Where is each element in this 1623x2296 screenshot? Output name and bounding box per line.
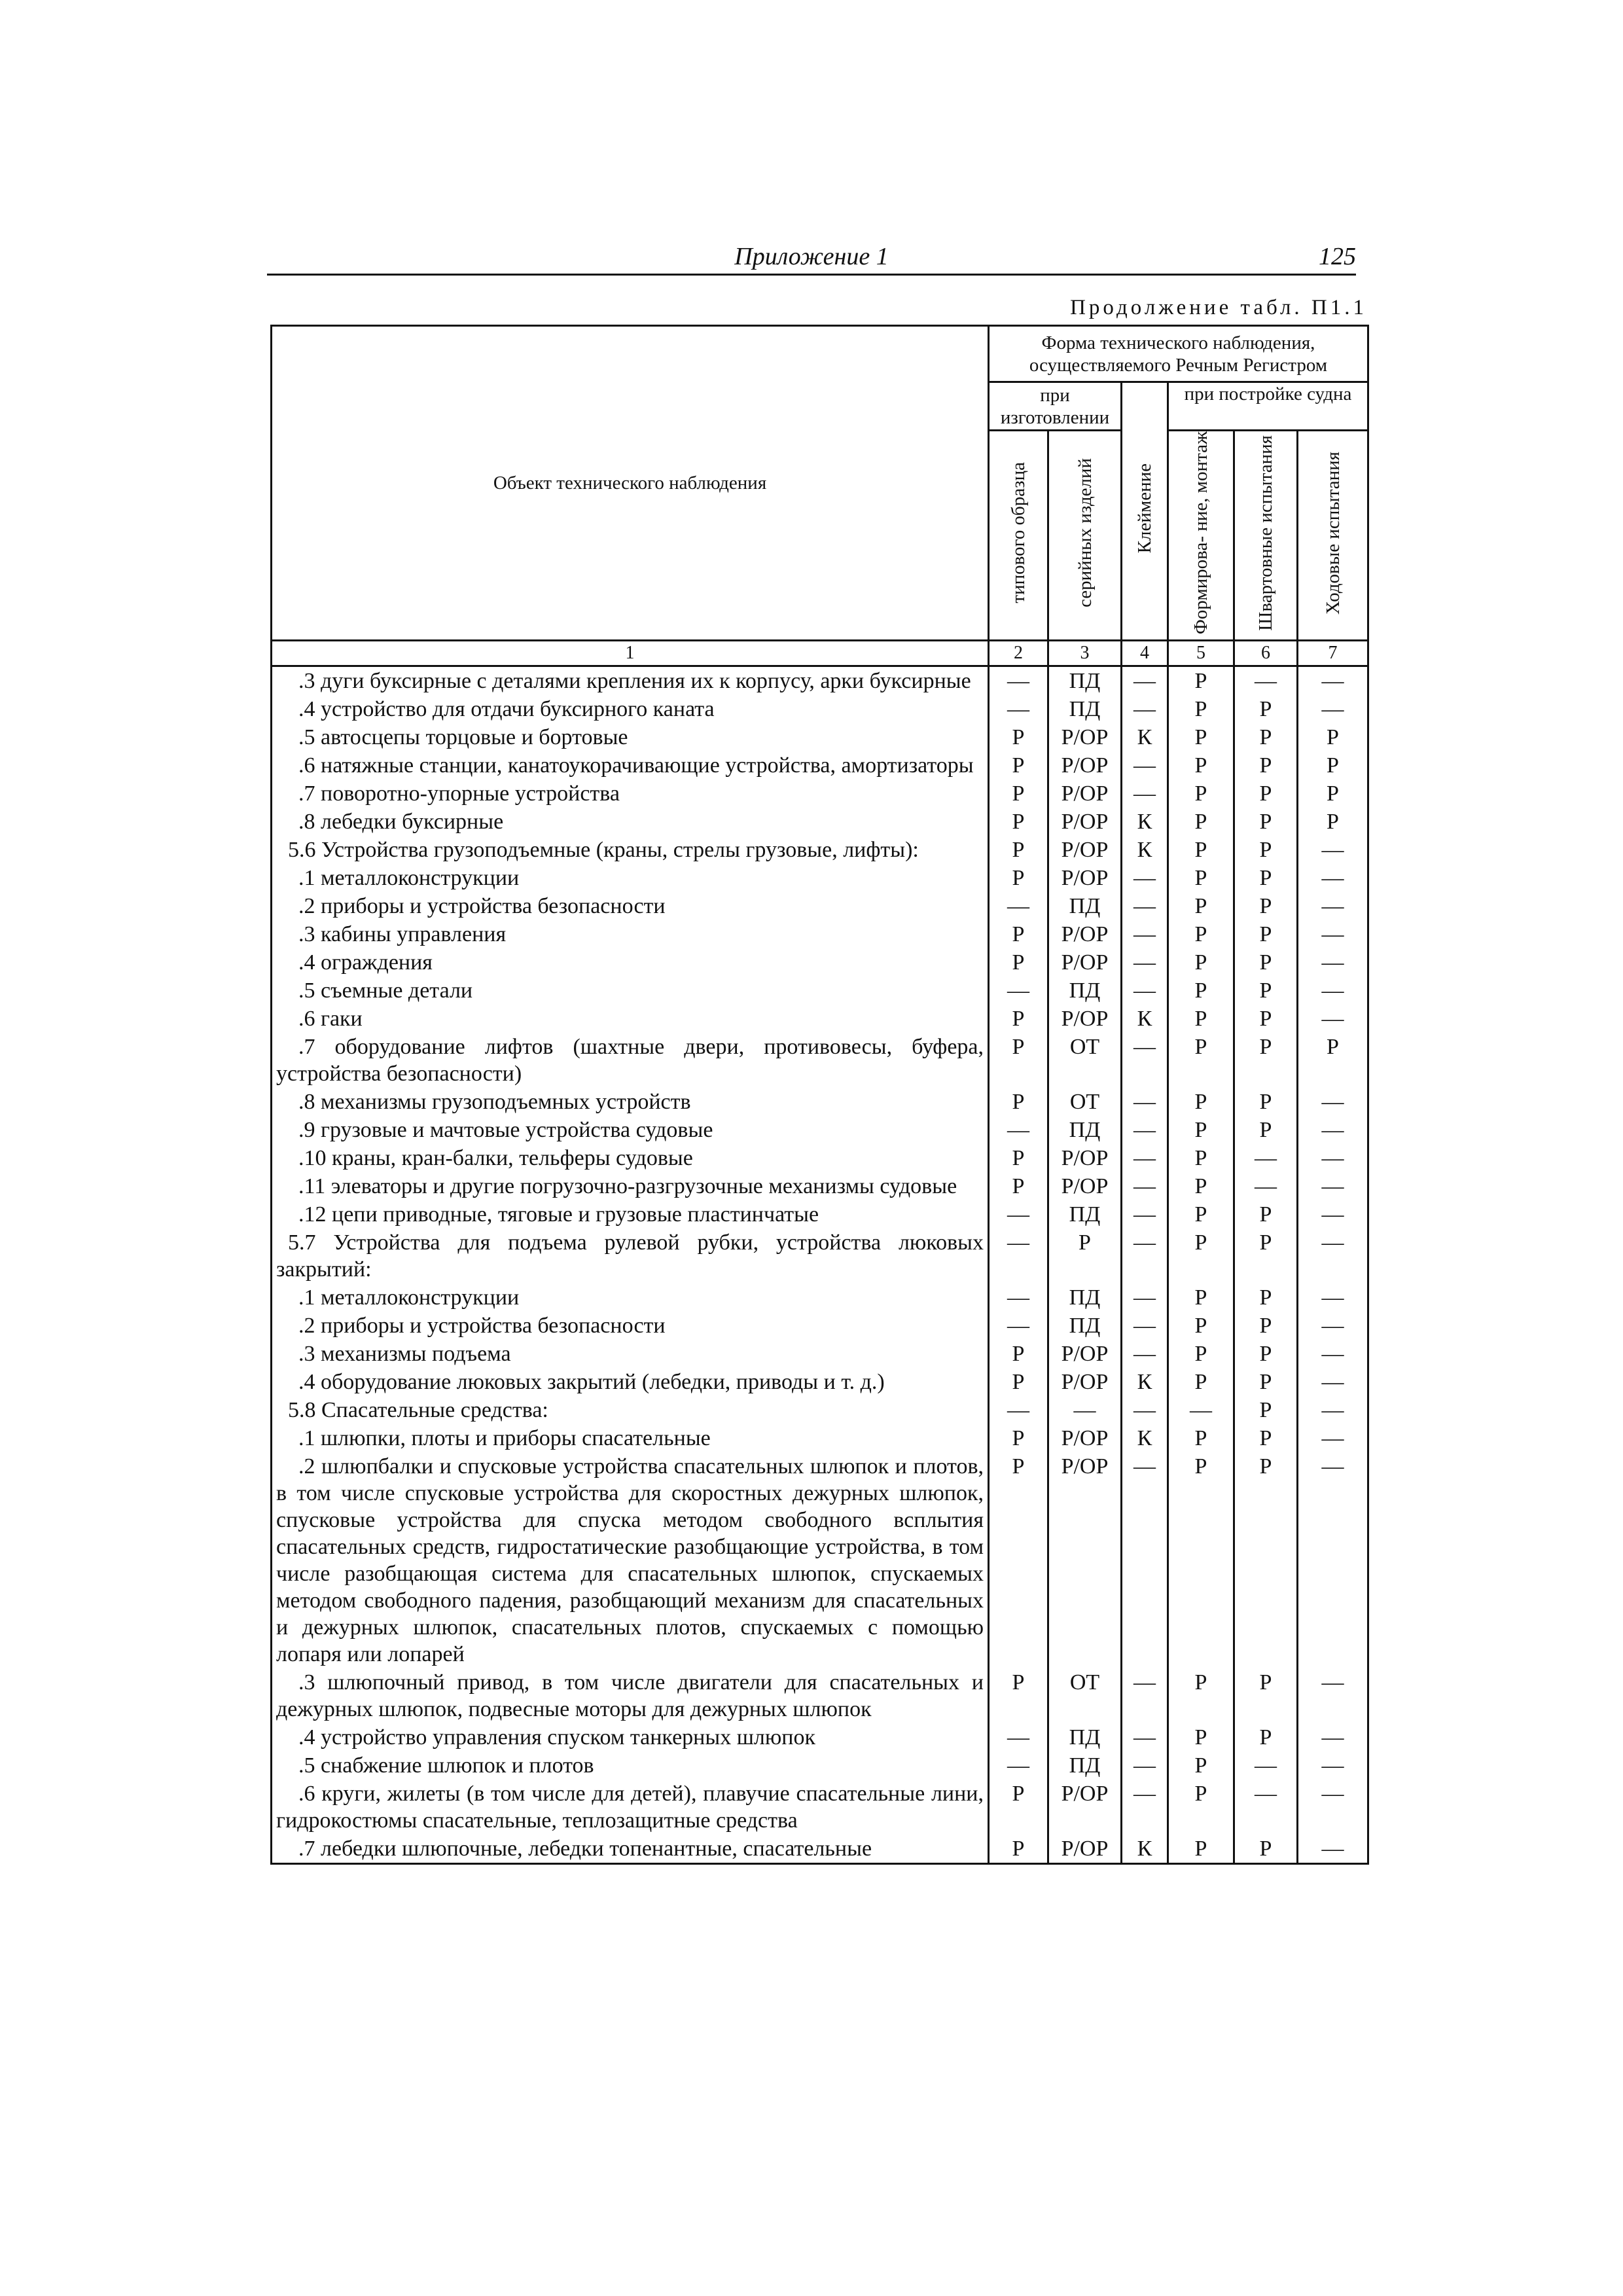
- form-cell-c7: Р: [1298, 808, 1368, 836]
- table-row: [272, 1368, 1368, 1396]
- form-cell-c3: Р/ОР: [1048, 1368, 1122, 1396]
- table-row: [272, 751, 1368, 780]
- form-cell-c5: Р: [1168, 1751, 1234, 1780]
- form-cell-c4: К: [1122, 1424, 1168, 1452]
- form-cell-c6: Р: [1234, 977, 1298, 1005]
- form-cell-c6: Р: [1234, 1668, 1298, 1723]
- table-row: [272, 1229, 1368, 1283]
- form-cell-c3: Р/ОР: [1048, 780, 1122, 808]
- form-cell-c3: Р/ОР: [1048, 1005, 1122, 1033]
- form-cell-c4: —: [1122, 948, 1168, 977]
- form-cell-c7: —: [1298, 666, 1368, 696]
- object-cell: .2 шлюпбалки и спусковые устройства спасательных шлюпок и плотов, в том числе спусковые устройства для скоростных дежурных шлюпок, спусковые устройства для спуска методом свободного всплытия спасательных средств, гидростатические разобщающие устройства, в том числе разобщающая система для спасательных шлюпок, спускаемых методом свободного падения, разобщающий механизм для спасательных и дежурных шлюпок, спасательных плотов, спускаемых с помощью лопаря или лопарей: [272, 1452, 989, 1668]
- form-cell-c5: Р: [1168, 1780, 1234, 1835]
- form-cell-c2: Р: [989, 723, 1048, 751]
- table-row: [272, 1835, 1368, 1864]
- form-cell-c2: Р: [989, 751, 1048, 780]
- column-number: 4: [1122, 641, 1168, 666]
- form-cell-c7: —: [1298, 1751, 1368, 1780]
- form-cell-c4: —: [1122, 977, 1168, 1005]
- form-cell-c4: К: [1122, 1368, 1168, 1396]
- form-cell-c2: —: [989, 1396, 1048, 1424]
- column-number: 7: [1298, 641, 1368, 666]
- form-cell-c7: Р: [1298, 723, 1368, 751]
- table-body: [272, 666, 1368, 1864]
- form-cell-c2: Р: [989, 1033, 1048, 1088]
- form-cell-c2: Р: [989, 836, 1048, 864]
- form-cell-c5: Р: [1168, 695, 1234, 723]
- form-cell-c7: —: [1298, 1088, 1368, 1116]
- header-object: Объект технического наблюдения: [272, 326, 989, 641]
- form-cell-c4: —: [1122, 751, 1168, 780]
- form-cell-c7: Р: [1298, 1033, 1368, 1088]
- object-cell: .1 металлоконструкции: [272, 1283, 989, 1312]
- form-cell-c2: Р: [989, 1172, 1048, 1200]
- form-cell-c7: —: [1298, 1452, 1368, 1668]
- form-cell-c5: Р: [1168, 977, 1234, 1005]
- form-cell-c4: К: [1122, 836, 1168, 864]
- header-serial-label: серийных изделий: [1074, 458, 1096, 608]
- form-cell-c7: —: [1298, 836, 1368, 864]
- form-cell-c4: —: [1122, 1116, 1168, 1144]
- form-cell-c7: —: [1298, 1005, 1368, 1033]
- header-marking-label: Клеймение: [1134, 463, 1155, 554]
- form-cell-c6: Р: [1234, 1116, 1298, 1144]
- form-cell-c7: —: [1298, 1396, 1368, 1424]
- form-cell-c6: Р: [1234, 1005, 1298, 1033]
- form-cell-c3: Р/ОР: [1048, 1340, 1122, 1368]
- column-number: 5: [1168, 641, 1234, 666]
- object-cell: .6 круги, жилеты (в том числе для детей), плавучие спасательные лини, гидрокостюмы спасательные, теплозащитные средства: [272, 1780, 989, 1835]
- form-cell-c5: Р: [1168, 892, 1234, 920]
- form-cell-c4: —: [1122, 666, 1168, 696]
- form-cell-c2: Р: [989, 1005, 1048, 1033]
- form-cell-c6: Р: [1234, 1312, 1298, 1340]
- header-manufacture-group: при изготовлении: [989, 382, 1122, 431]
- form-cell-c4: —: [1122, 1229, 1168, 1283]
- form-cell-c2: Р: [989, 1424, 1048, 1452]
- form-cell-c6: —: [1234, 1751, 1298, 1780]
- form-cell-c2: —: [989, 1116, 1048, 1144]
- form-cell-c5: Р: [1168, 836, 1234, 864]
- form-cell-c5: Р: [1168, 1283, 1234, 1312]
- form-cell-c5: Р: [1168, 666, 1234, 696]
- table-row: [272, 864, 1368, 892]
- object-cell: .3 кабины управления: [272, 920, 989, 948]
- form-cell-c3: Р/ОР: [1048, 1424, 1122, 1452]
- form-cell-c7: —: [1298, 1424, 1368, 1452]
- form-cell-c4: —: [1122, 1396, 1168, 1424]
- form-cell-c4: К: [1122, 723, 1168, 751]
- form-cell-c2: Р: [989, 1452, 1048, 1668]
- form-cell-c3: Р/ОР: [1048, 1835, 1122, 1864]
- table-row: [272, 808, 1368, 836]
- object-cell: .8 лебедки буксирные: [272, 808, 989, 836]
- form-cell-c2: Р: [989, 1668, 1048, 1723]
- observation-table: [270, 325, 1369, 1865]
- table-row: [272, 1452, 1368, 1668]
- object-cell: .8 механизмы грузоподъемных устройств: [272, 1088, 989, 1116]
- header-form-group: Форма технического наблюдения, осуществляемого Речным Регистром: [989, 326, 1368, 382]
- form-cell-c5: Р: [1168, 808, 1234, 836]
- form-cell-c7: —: [1298, 1312, 1368, 1340]
- form-cell-c6: —: [1234, 1172, 1298, 1200]
- table-row: [272, 695, 1368, 723]
- form-cell-c3: ПД: [1048, 1312, 1122, 1340]
- form-cell-c6: Р: [1234, 1368, 1298, 1396]
- table-row: [272, 1116, 1368, 1144]
- object-cell: .4 устройство управления спуском танкерных шлюпок: [272, 1723, 989, 1751]
- form-cell-c6: Р: [1234, 780, 1298, 808]
- form-cell-c5: Р: [1168, 751, 1234, 780]
- column-number: 1: [272, 641, 989, 666]
- table-row: [272, 1424, 1368, 1452]
- header-serial: [1048, 431, 1122, 641]
- header-mooring: [1234, 431, 1298, 641]
- object-cell: .12 цепи приводные, тяговые и грузовые пластинчатые: [272, 1200, 989, 1229]
- form-cell-c5: Р: [1168, 1005, 1234, 1033]
- form-cell-c4: —: [1122, 1200, 1168, 1229]
- form-cell-c6: Р: [1234, 751, 1298, 780]
- object-cell: .1 металлоконструкции: [272, 864, 989, 892]
- column-number: 3: [1048, 641, 1122, 666]
- form-cell-c7: —: [1298, 1668, 1368, 1723]
- form-cell-c4: К: [1122, 1005, 1168, 1033]
- form-cell-c3: Р/ОР: [1048, 836, 1122, 864]
- form-cell-c5: Р: [1168, 1452, 1234, 1668]
- object-cell: .5 снабжение шлюпок и плотов: [272, 1751, 989, 1780]
- form-cell-c5: Р: [1168, 1835, 1234, 1864]
- form-cell-c7: —: [1298, 1723, 1368, 1751]
- table-row: [272, 1088, 1368, 1116]
- form-cell-c2: —: [989, 1200, 1048, 1229]
- form-cell-c6: Р: [1234, 1723, 1298, 1751]
- form-cell-c6: —: [1234, 1144, 1298, 1172]
- object-cell: .6 натяжные станции, канатоукорачивающие устройства, амортизаторы: [272, 751, 989, 780]
- section-heading-cell: 5.7 Устройства для подъема рулевой рубки, устройства люковых закрытий:: [272, 1229, 989, 1283]
- form-cell-c3: Р/ОР: [1048, 948, 1122, 977]
- form-cell-c7: —: [1298, 1116, 1368, 1144]
- form-cell-c6: Р: [1234, 1033, 1298, 1088]
- form-cell-c3: Р/ОР: [1048, 1172, 1122, 1200]
- form-cell-c5: Р: [1168, 1340, 1234, 1368]
- section-heading-cell: 5.8 Спасательные средства:: [272, 1396, 989, 1424]
- form-cell-c6: Р: [1234, 836, 1298, 864]
- form-cell-c6: Р: [1234, 920, 1298, 948]
- form-cell-c4: —: [1122, 1312, 1168, 1340]
- header-construction-group: при постройке судна: [1168, 382, 1368, 431]
- table-row: [272, 1396, 1368, 1424]
- form-cell-c6: Р: [1234, 892, 1298, 920]
- form-cell-c5: Р: [1168, 1312, 1234, 1340]
- form-cell-c7: —: [1298, 1340, 1368, 1368]
- form-cell-c2: Р: [989, 1088, 1048, 1116]
- header-rule: [267, 274, 1356, 276]
- form-cell-c6: Р: [1234, 1088, 1298, 1116]
- form-cell-c3: ОТ: [1048, 1033, 1122, 1088]
- table-row: [272, 1723, 1368, 1751]
- form-cell-c5: Р: [1168, 948, 1234, 977]
- form-cell-c4: —: [1122, 1780, 1168, 1835]
- form-cell-c6: Р: [1234, 1396, 1298, 1424]
- form-cell-c4: —: [1122, 695, 1168, 723]
- form-cell-c7: —: [1298, 1172, 1368, 1200]
- header-forming: [1168, 431, 1234, 641]
- table-row: [272, 1312, 1368, 1340]
- object-cell: .4 устройство для отдачи буксирного каната: [272, 695, 989, 723]
- object-cell: .6 гаки: [272, 1005, 989, 1033]
- object-cell: .10 краны, кран-балки, тельферы судовые: [272, 1144, 989, 1172]
- form-cell-c6: Р: [1234, 1229, 1298, 1283]
- form-cell-c6: Р: [1234, 723, 1298, 751]
- form-cell-c6: Р: [1234, 1283, 1298, 1312]
- form-cell-c3: Р/ОР: [1048, 1452, 1122, 1668]
- table-row: [272, 1144, 1368, 1172]
- form-cell-c7: —: [1298, 1283, 1368, 1312]
- column-number-row: [272, 641, 1368, 666]
- form-cell-c4: —: [1122, 920, 1168, 948]
- form-cell-c5: Р: [1168, 1723, 1234, 1751]
- form-cell-c4: —: [1122, 1172, 1168, 1200]
- form-cell-c5: —: [1168, 1396, 1234, 1424]
- form-cell-c3: Р/ОР: [1048, 920, 1122, 948]
- form-cell-c5: Р: [1168, 723, 1234, 751]
- form-cell-c4: К: [1122, 808, 1168, 836]
- form-cell-c7: —: [1298, 1144, 1368, 1172]
- header-sea: [1298, 431, 1368, 641]
- table-row: [272, 836, 1368, 864]
- form-cell-c6: Р: [1234, 1424, 1298, 1452]
- form-cell-c3: Р/ОР: [1048, 723, 1122, 751]
- form-cell-c4: —: [1122, 1340, 1168, 1368]
- form-cell-c3: ПД: [1048, 695, 1122, 723]
- form-cell-c7: Р: [1298, 751, 1368, 780]
- form-cell-c5: Р: [1168, 1088, 1234, 1116]
- table-row: [272, 666, 1368, 696]
- form-cell-c2: Р: [989, 780, 1048, 808]
- form-cell-c5: Р: [1168, 1144, 1234, 1172]
- form-cell-c7: —: [1298, 1229, 1368, 1283]
- form-cell-c3: Р/ОР: [1048, 751, 1122, 780]
- form-cell-c5: Р: [1168, 1116, 1234, 1144]
- table-row: [272, 1340, 1368, 1368]
- form-cell-c3: Р/ОР: [1048, 1780, 1122, 1835]
- object-cell: .7 поворотно-упорные устройства: [272, 780, 989, 808]
- form-cell-c5: Р: [1168, 920, 1234, 948]
- object-cell: .1 шлюпки, плоты и приборы спасательные: [272, 1424, 989, 1452]
- form-cell-c2: Р: [989, 920, 1048, 948]
- object-cell: .5 съемные детали: [272, 977, 989, 1005]
- object-cell: .4 оборудование люковых закрытий (лебедки, приводы и т. д.): [272, 1368, 989, 1396]
- form-cell-c7: —: [1298, 695, 1368, 723]
- form-cell-c7: —: [1298, 1200, 1368, 1229]
- form-cell-c4: —: [1122, 1751, 1168, 1780]
- object-cell: .4 ограждения: [272, 948, 989, 977]
- column-number: 6: [1234, 641, 1298, 666]
- table-row: [272, 1005, 1368, 1033]
- object-cell: .9 грузовые и мачтовые устройства судовые: [272, 1116, 989, 1144]
- table-continuation-label: Продолжение табл. П1.1: [1070, 296, 1367, 319]
- form-cell-c6: —: [1234, 1780, 1298, 1835]
- form-cell-c3: ОТ: [1048, 1668, 1122, 1723]
- form-cell-c7: —: [1298, 1780, 1368, 1835]
- form-cell-c5: Р: [1168, 1368, 1234, 1396]
- form-cell-c3: ПД: [1048, 1723, 1122, 1751]
- running-title: Приложение 1: [734, 243, 889, 270]
- form-cell-c2: Р: [989, 1144, 1048, 1172]
- form-cell-c4: —: [1122, 1723, 1168, 1751]
- table-row: [272, 1033, 1368, 1088]
- form-cell-c6: Р: [1234, 864, 1298, 892]
- form-cell-c3: ПД: [1048, 977, 1122, 1005]
- form-cell-c5: Р: [1168, 864, 1234, 892]
- object-cell: .11 элеваторы и другие погрузочно-разгрузочные механизмы судовые: [272, 1172, 989, 1200]
- object-cell: .7 лебедки шлюпочные, лебедки топенантные, спасательные: [272, 1835, 989, 1864]
- table-row: [272, 1172, 1368, 1200]
- form-cell-c5: Р: [1168, 780, 1234, 808]
- section-heading-cell: 5.6 Устройства грузоподъемные (краны, стрелы грузовые, лифты):: [272, 836, 989, 864]
- header-sea-label: Ходовые испытания: [1322, 451, 1344, 615]
- header-typical-label: типового образца: [1008, 462, 1029, 603]
- header-typical: [989, 431, 1048, 641]
- form-cell-c2: —: [989, 892, 1048, 920]
- form-cell-c7: —: [1298, 1835, 1368, 1864]
- column-number: 2: [989, 641, 1048, 666]
- form-cell-c4: —: [1122, 1283, 1168, 1312]
- form-cell-c5: Р: [1168, 1200, 1234, 1229]
- object-cell: .3 механизмы подъема: [272, 1340, 989, 1368]
- object-cell: .2 приборы и устройства безопасности: [272, 892, 989, 920]
- form-cell-c3: ПД: [1048, 892, 1122, 920]
- form-cell-c2: Р: [989, 1340, 1048, 1368]
- object-cell: .7 оборудование лифтов (шахтные двери, противовесы, буфера, устройства безопасности): [272, 1033, 989, 1088]
- form-cell-c5: Р: [1168, 1033, 1234, 1088]
- form-cell-c2: Р: [989, 948, 1048, 977]
- form-cell-c2: Р: [989, 1780, 1048, 1835]
- object-cell: .2 приборы и устройства безопасности: [272, 1312, 989, 1340]
- form-cell-c2: —: [989, 666, 1048, 696]
- form-cell-c2: —: [989, 1723, 1048, 1751]
- header-forming-label: Формирова- ние, монтаж: [1190, 431, 1211, 635]
- form-cell-c5: Р: [1168, 1668, 1234, 1723]
- form-cell-c3: Р: [1048, 1229, 1122, 1283]
- form-cell-c7: —: [1298, 948, 1368, 977]
- form-cell-c3: ПД: [1048, 1751, 1122, 1780]
- form-cell-c2: —: [989, 1751, 1048, 1780]
- form-cell-c7: —: [1298, 977, 1368, 1005]
- form-cell-c6: Р: [1234, 695, 1298, 723]
- form-cell-c7: Р: [1298, 780, 1368, 808]
- table-row: [272, 1200, 1368, 1229]
- form-cell-c7: —: [1298, 892, 1368, 920]
- form-cell-c6: Р: [1234, 1200, 1298, 1229]
- form-cell-c2: —: [989, 1312, 1048, 1340]
- form-cell-c4: —: [1122, 1033, 1168, 1088]
- form-cell-c2: Р: [989, 1368, 1048, 1396]
- table-row: [272, 1283, 1368, 1312]
- form-cell-c7: —: [1298, 1368, 1368, 1396]
- object-cell: .3 шлюпочный привод, в том числе двигатели для спасательных и дежурных шлюпок, подвесные моторы для дежурных шлюпок: [272, 1668, 989, 1723]
- form-cell-c2: —: [989, 1283, 1048, 1312]
- table-row: [272, 892, 1368, 920]
- form-cell-c6: Р: [1234, 808, 1298, 836]
- form-cell-c7: —: [1298, 864, 1368, 892]
- form-cell-c3: ПД: [1048, 666, 1122, 696]
- table-header: [272, 326, 1368, 666]
- form-cell-c6: Р: [1234, 1340, 1298, 1368]
- form-cell-c4: —: [1122, 1668, 1168, 1723]
- table-row: [272, 977, 1368, 1005]
- object-cell: .5 автосцепы торцовые и бортовые: [272, 723, 989, 751]
- form-cell-c4: —: [1122, 892, 1168, 920]
- form-cell-c2: —: [989, 1229, 1048, 1283]
- form-cell-c2: Р: [989, 808, 1048, 836]
- form-cell-c3: —: [1048, 1396, 1122, 1424]
- form-cell-c2: Р: [989, 1835, 1048, 1864]
- table-row: [272, 1668, 1368, 1723]
- form-cell-c5: Р: [1168, 1424, 1234, 1452]
- form-cell-c3: ПД: [1048, 1116, 1122, 1144]
- form-cell-c2: —: [989, 977, 1048, 1005]
- table-row: [272, 1780, 1368, 1835]
- form-cell-c2: Р: [989, 864, 1048, 892]
- form-cell-c5: Р: [1168, 1172, 1234, 1200]
- form-cell-c4: —: [1122, 1088, 1168, 1116]
- header-marking: [1122, 382, 1168, 641]
- form-cell-c3: Р/ОР: [1048, 864, 1122, 892]
- form-cell-c5: Р: [1168, 1229, 1234, 1283]
- form-cell-c3: ПД: [1048, 1283, 1122, 1312]
- table-row: [272, 1751, 1368, 1780]
- form-cell-c4: —: [1122, 1144, 1168, 1172]
- form-cell-c6: Р: [1234, 1835, 1298, 1864]
- form-cell-c4: —: [1122, 1452, 1168, 1668]
- table-row: [272, 780, 1368, 808]
- header-mooring-label: Швартовные испытания: [1255, 435, 1276, 631]
- running-header: [267, 240, 1356, 274]
- table-row: [272, 723, 1368, 751]
- table-row: [272, 920, 1368, 948]
- form-cell-c3: ОТ: [1048, 1088, 1122, 1116]
- form-cell-c3: ПД: [1048, 1200, 1122, 1229]
- object-cell: .3 дуги буксирные с деталями крепления их к корпусу, арки буксирные: [272, 666, 989, 696]
- page-number: 125: [1319, 243, 1356, 270]
- form-cell-c6: —: [1234, 666, 1298, 696]
- form-cell-c6: Р: [1234, 1452, 1298, 1668]
- form-cell-c2: —: [989, 695, 1048, 723]
- form-cell-c3: Р/ОР: [1048, 1144, 1122, 1172]
- form-cell-c4: —: [1122, 780, 1168, 808]
- table-row: [272, 948, 1368, 977]
- form-cell-c4: К: [1122, 1835, 1168, 1864]
- form-cell-c6: Р: [1234, 948, 1298, 977]
- form-cell-c7: —: [1298, 920, 1368, 948]
- form-cell-c4: —: [1122, 864, 1168, 892]
- form-cell-c3: Р/ОР: [1048, 808, 1122, 836]
